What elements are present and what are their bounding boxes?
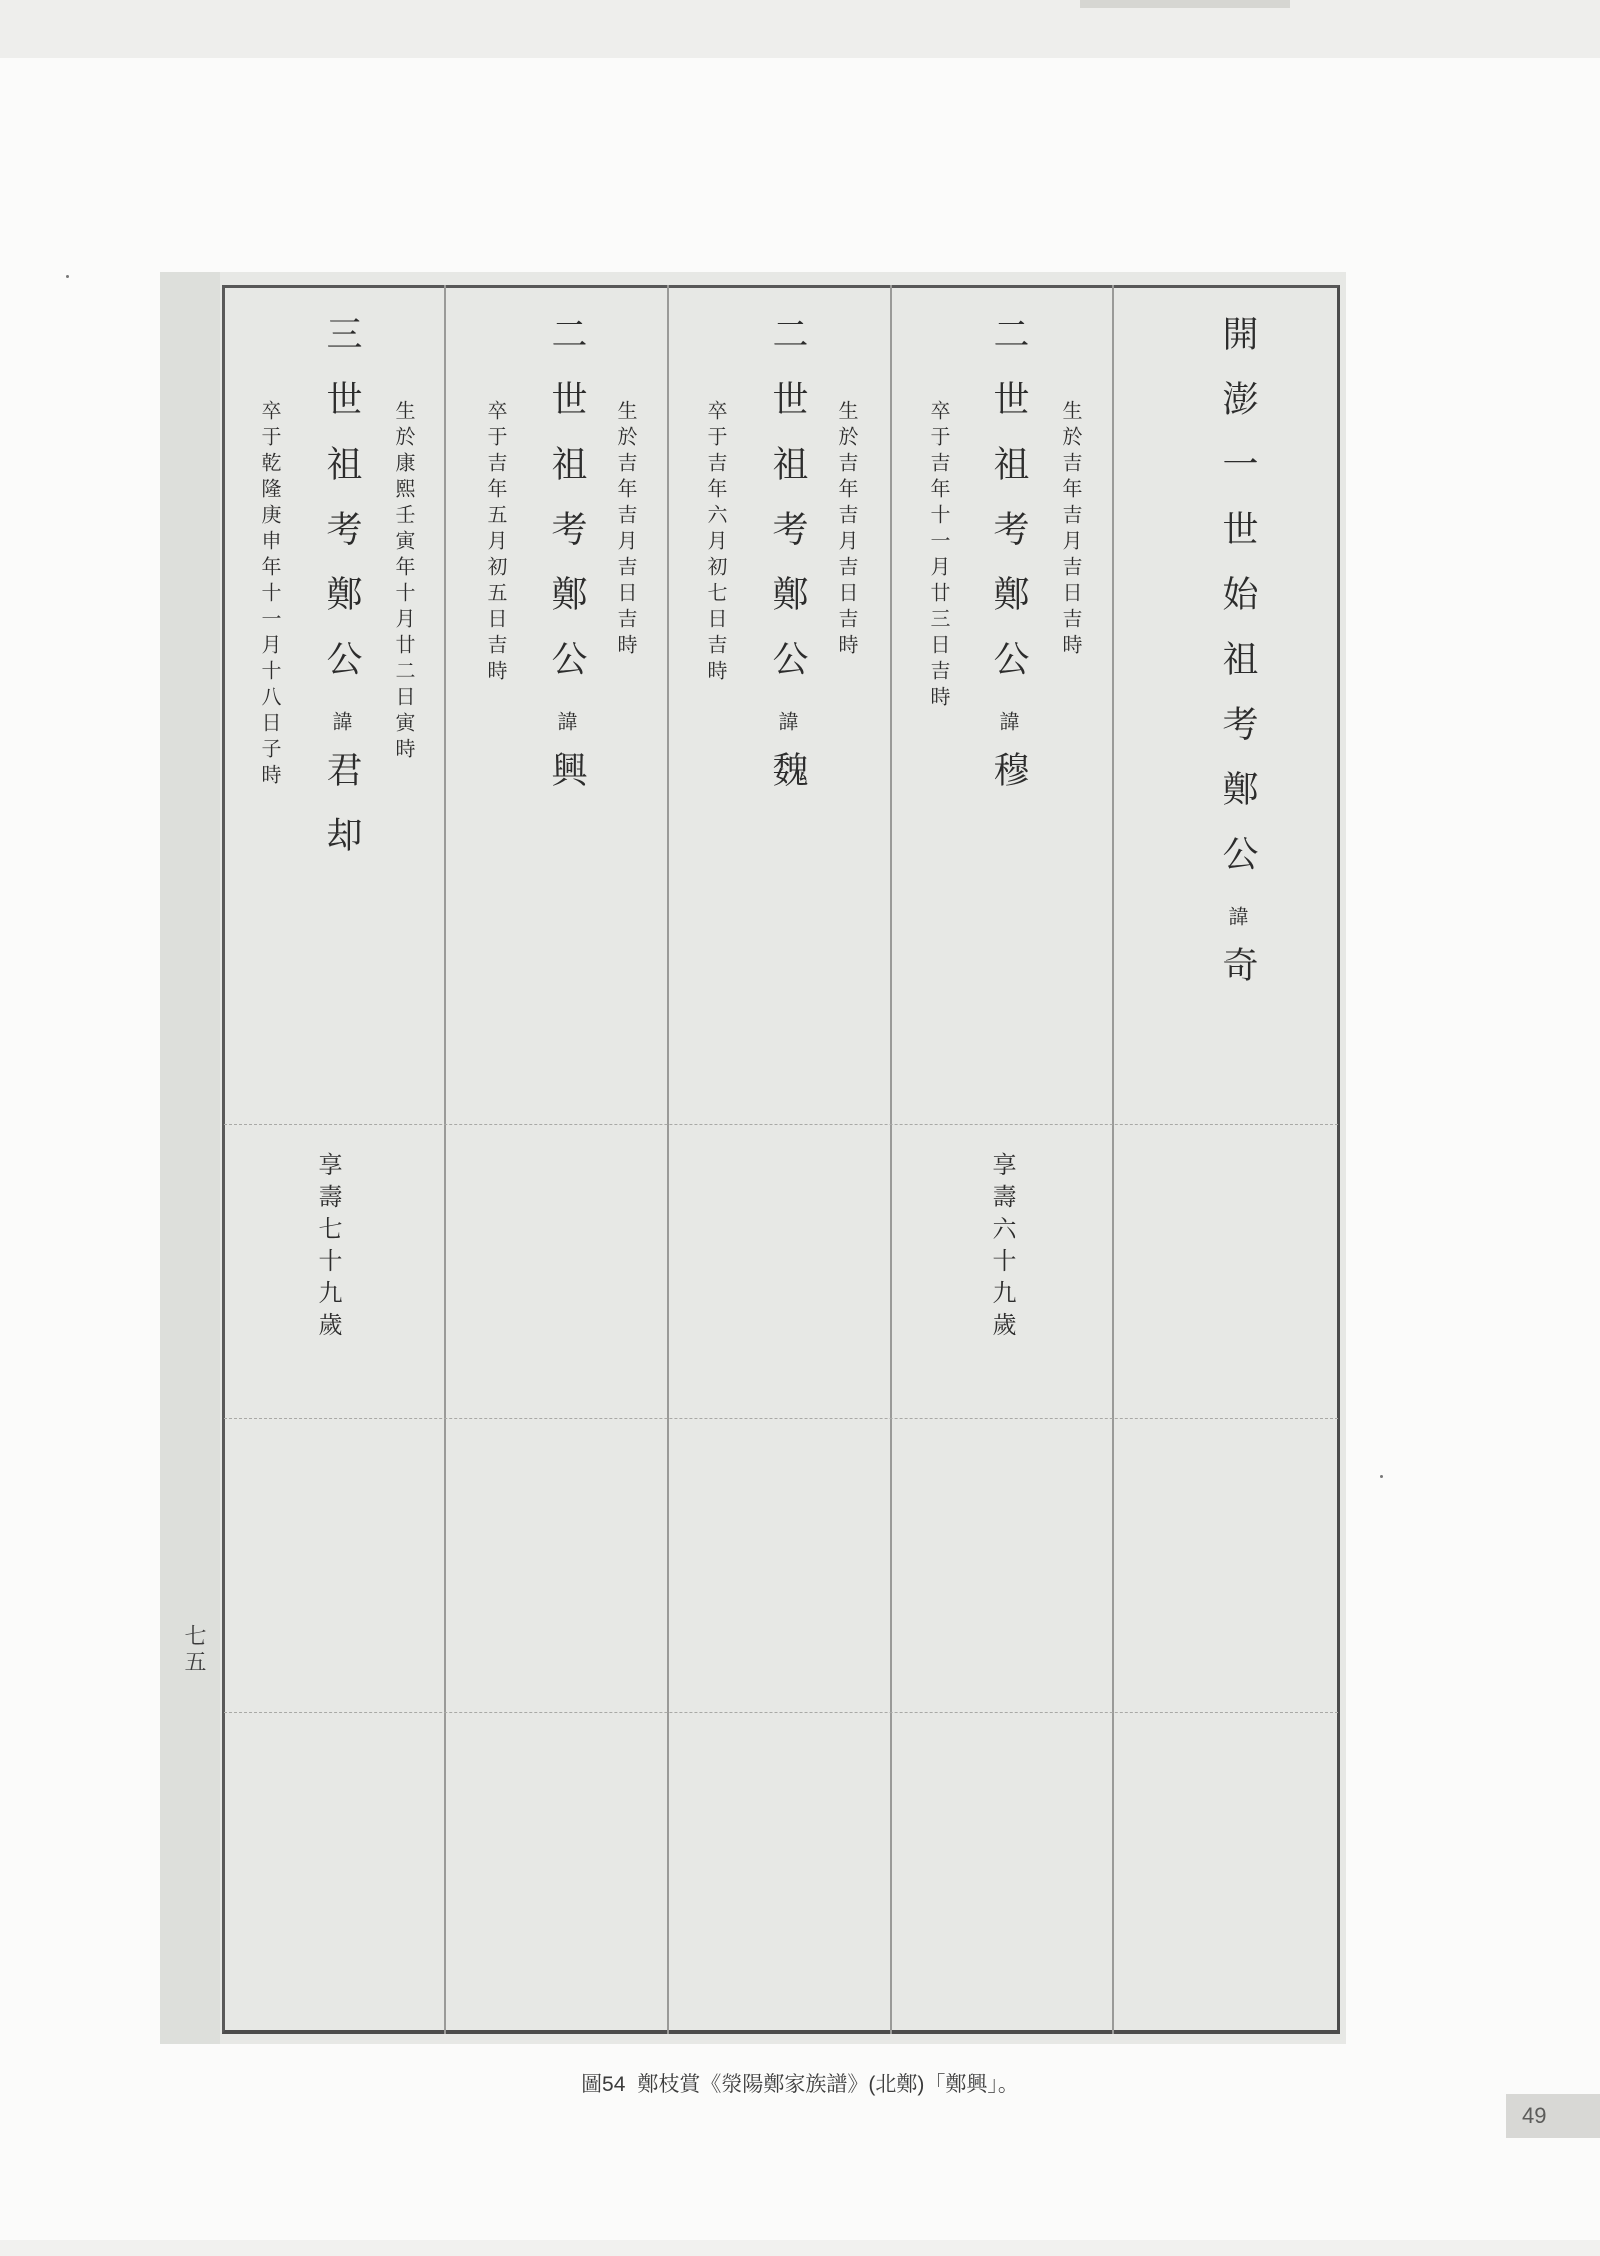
- scan-left-shadow: [160, 272, 220, 2044]
- ancestor-name-col-5: 三世祖考鄭公諱君却: [321, 315, 362, 881]
- book-page-number: 七五: [181, 1624, 206, 1676]
- birth-date-col-2: 生於吉年吉月吉日吉時: [1059, 400, 1083, 660]
- death-date-col-4: 卒于吉年五月初五日吉時: [484, 400, 508, 686]
- column-divider: [444, 285, 446, 2034]
- row-divider: [224, 1124, 1338, 1126]
- figure-caption: [0, 2068, 1600, 2098]
- ancestor-name-col-2: 二世祖考鄭公諱穆: [988, 315, 1029, 816]
- age-col-5: 享壽七十九歲: [314, 1152, 342, 1344]
- page-number-badge: 49: [1506, 2094, 1600, 2138]
- figure-caption-text: 鄭枝賞《滎陽鄭家族譜》(北鄭)「鄭興」。: [637, 2073, 1019, 2096]
- top-margin-band: [0, 0, 1600, 58]
- column-divider: [1112, 285, 1114, 2034]
- death-date-col-2: 卒于吉年十一月廿三日吉時: [927, 400, 951, 712]
- scan-speck: [1380, 1475, 1383, 1478]
- top-edge-mark: [1080, 0, 1290, 8]
- death-date-col-5: 卒于乾隆庚申年十一月十八日子時: [258, 400, 282, 790]
- ancestor-name-col-1: 開澎一世始祖考鄭公諱奇: [1217, 315, 1258, 1011]
- bottom-margin-band: [0, 2240, 1600, 2256]
- row-divider: [224, 1712, 1338, 1714]
- age-col-2: 享壽六十九歲: [988, 1152, 1016, 1344]
- birth-date-col-4: 生於吉年吉月吉日吉時: [614, 400, 638, 660]
- scan-speck: [66, 275, 69, 278]
- figure-number: 圖54: [581, 2073, 626, 2096]
- ancestor-name-col-4: 二世祖考鄭公諱興: [546, 315, 587, 816]
- birth-date-col-5: 生於康熙壬寅年十月廿二日寅時: [392, 400, 416, 764]
- death-date-col-3: 卒于吉年六月初七日吉時: [704, 400, 728, 686]
- birth-date-col-3: 生於吉年吉月吉日吉時: [835, 400, 859, 660]
- column-divider: [667, 285, 669, 2034]
- column-divider: [890, 285, 892, 2034]
- ancestor-name-col-3: 二世祖考鄭公諱魏: [767, 315, 808, 816]
- row-divider: [224, 1418, 1338, 1420]
